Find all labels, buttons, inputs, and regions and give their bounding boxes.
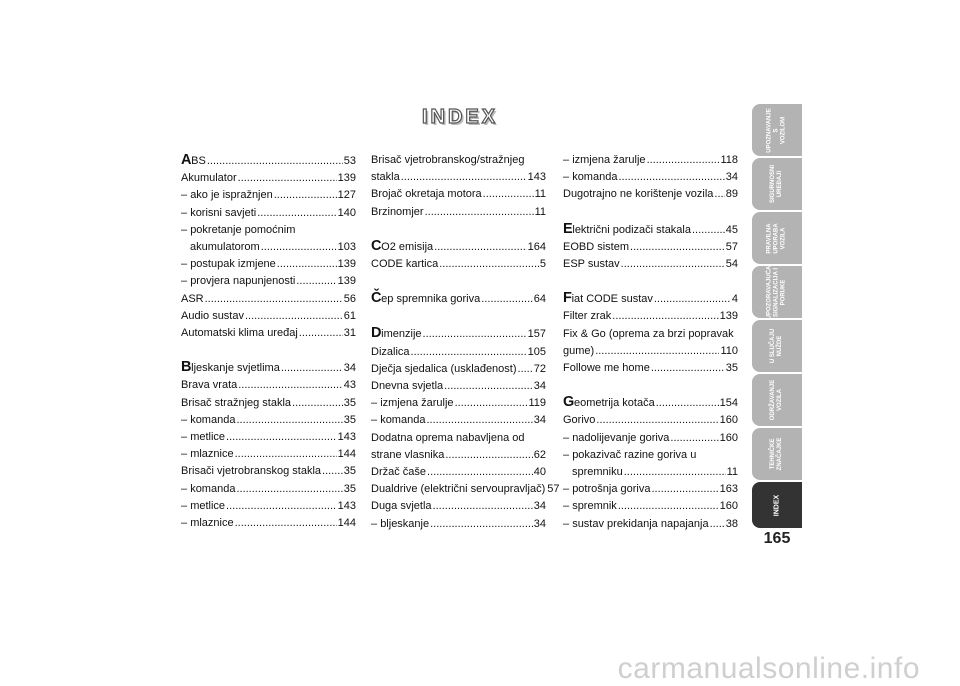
index-page-number: 11 bbox=[534, 205, 546, 218]
index-entry bbox=[563, 221, 738, 239]
index-entry-text: – korisni savjeti bbox=[181, 205, 256, 222]
dot-leader bbox=[433, 498, 533, 515]
index-entry-text: Čep spremnika goriva bbox=[371, 290, 481, 307]
index-entry-text: Brojač okretaja motora bbox=[371, 188, 482, 201]
index-page-number: 127 bbox=[337, 189, 356, 202]
index-entry-text: – komanda bbox=[563, 169, 617, 186]
index-entry bbox=[371, 325, 546, 343]
index-page-number: 35 bbox=[343, 396, 356, 409]
index-entry bbox=[563, 481, 738, 498]
index-entry bbox=[371, 361, 546, 378]
dot-leader bbox=[692, 222, 725, 239]
index-page-number: 139 bbox=[337, 172, 356, 185]
index-entry bbox=[563, 464, 738, 481]
index-column-3 bbox=[563, 152, 738, 533]
index-entry-text: Geometrija kotača bbox=[563, 394, 655, 411]
index-page-number: 45 bbox=[725, 223, 738, 236]
chapter-tab-label: TEHNIČKE ZNAČAJKE bbox=[770, 437, 783, 471]
index-page-number: 34 bbox=[533, 517, 546, 530]
dot-leader bbox=[651, 481, 718, 498]
dot-leader bbox=[423, 326, 527, 343]
index-page-number: 154 bbox=[719, 397, 738, 410]
chapter-tab-label: ODRŽAVANJE VOZILA bbox=[770, 379, 783, 421]
index-entry-text: Dodatna oprema nabavljena od bbox=[371, 431, 525, 444]
index-page-number: 35 bbox=[725, 362, 738, 375]
dot-leader bbox=[618, 498, 719, 515]
index-entry-text: Dugotrajno ne korištenje vozila bbox=[563, 188, 714, 201]
dot-leader bbox=[651, 360, 725, 377]
dot-leader bbox=[257, 205, 336, 222]
dot-leader bbox=[624, 464, 726, 481]
index-entry bbox=[181, 256, 356, 273]
index-letter: C bbox=[371, 237, 382, 254]
index-entry bbox=[563, 360, 738, 377]
index-entry-text: Dječja sjedalica (usklađenost) bbox=[371, 362, 517, 375]
index-entry-text: – ako je ispražnjen bbox=[181, 187, 273, 204]
dot-leader bbox=[322, 463, 343, 480]
chapter-tab-label: U SLUČAJU NUŽDE bbox=[770, 328, 783, 364]
index-entry-text: – metlice bbox=[181, 429, 225, 446]
index-entry bbox=[563, 343, 738, 360]
index-entry-text: CO2 emisija bbox=[371, 237, 434, 254]
index-entry bbox=[181, 273, 356, 290]
index-entry bbox=[181, 498, 356, 515]
dot-leader bbox=[236, 412, 342, 429]
chapter-tab bbox=[752, 482, 802, 528]
chapter-tab bbox=[752, 428, 802, 480]
dot-leader bbox=[444, 378, 533, 395]
index-entry bbox=[371, 412, 546, 429]
index-letter: D bbox=[371, 325, 382, 342]
dot-leader bbox=[277, 256, 337, 273]
index-entry bbox=[181, 222, 356, 239]
dot-leader bbox=[226, 429, 337, 446]
index-entry bbox=[563, 412, 738, 429]
index-page-number: 139 bbox=[337, 258, 356, 271]
index-entry-text: Brisač stražnjeg stakla bbox=[181, 396, 292, 409]
index-entry-text: Električni podizači stakala bbox=[563, 220, 691, 237]
index-page-number: 61 bbox=[343, 309, 356, 322]
index-entry bbox=[563, 430, 738, 447]
index-entry bbox=[563, 308, 738, 325]
chapter-tab bbox=[752, 320, 802, 372]
index-entry-text: strane vlasnika bbox=[371, 448, 445, 461]
index-entry bbox=[371, 464, 546, 481]
index-entry bbox=[181, 308, 356, 325]
index-entry-text: Brisač vjetrobranskog/stražnjeg bbox=[371, 154, 525, 166]
index-entry-text: stakla bbox=[371, 171, 400, 184]
index-entry-text: Dnevna svjetla bbox=[371, 380, 444, 393]
index-entry bbox=[181, 446, 356, 463]
index-entry bbox=[563, 186, 738, 203]
index-entry bbox=[563, 394, 738, 412]
index-page-number: 40 bbox=[533, 466, 546, 479]
index-page-number: 157 bbox=[527, 328, 546, 341]
dot-leader bbox=[656, 395, 719, 412]
index-entry bbox=[371, 430, 546, 447]
index-entry-text: Fix & Go (oprema za brzi popravak bbox=[563, 327, 734, 340]
index-page-number: 144 bbox=[337, 448, 356, 461]
index-entry bbox=[181, 515, 356, 532]
index-page-number: 35 bbox=[343, 465, 356, 478]
index-page-number: 160 bbox=[719, 431, 738, 444]
dot-leader bbox=[261, 239, 337, 256]
index-entry-text: – pokretanje pomoćnim bbox=[181, 222, 295, 239]
index-entry-text: Brava vrata bbox=[181, 379, 238, 392]
dot-leader bbox=[595, 343, 719, 360]
dot-leader bbox=[445, 447, 532, 464]
dot-leader bbox=[235, 515, 337, 532]
index-entry bbox=[371, 238, 546, 256]
index-letter: E bbox=[563, 220, 573, 237]
index-page-number: 34 bbox=[533, 414, 546, 427]
index-entry-text: CODE kartica bbox=[371, 258, 439, 271]
index-page-number: 43 bbox=[343, 379, 356, 392]
index-entry bbox=[181, 291, 356, 308]
index-page-number: 5 bbox=[539, 258, 546, 271]
index-entry bbox=[371, 169, 546, 186]
index-entry bbox=[181, 463, 356, 480]
dot-leader bbox=[647, 152, 720, 169]
dot-leader bbox=[483, 186, 534, 203]
index-page-number: 89 bbox=[725, 188, 738, 201]
index-entry-text: – mlaznice bbox=[181, 446, 234, 463]
index-entry-text: – metlice bbox=[181, 498, 225, 515]
dot-leader bbox=[207, 153, 343, 170]
index-entry-text: – komanda bbox=[181, 412, 235, 429]
index-page-number: 105 bbox=[527, 345, 546, 358]
index-entry bbox=[181, 395, 356, 412]
dot-leader bbox=[455, 395, 528, 412]
index-page-number: 53 bbox=[343, 155, 356, 167]
index-entry bbox=[371, 186, 546, 203]
index-entry bbox=[371, 395, 546, 412]
index-entry-text: Brisači vjetrobranskog stakla bbox=[181, 465, 322, 478]
index-entry bbox=[371, 516, 546, 533]
index-page-number: 143 bbox=[337, 431, 356, 444]
index-letter: F bbox=[563, 290, 572, 307]
index-entry-text: – spremnik bbox=[563, 498, 617, 515]
index-entry bbox=[181, 429, 356, 446]
index-entry bbox=[563, 498, 738, 515]
index-entry-text: Brzinomjer bbox=[371, 205, 424, 218]
index-entry bbox=[181, 412, 356, 429]
index-entry bbox=[371, 290, 546, 308]
index-entry bbox=[181, 239, 356, 256]
index-entry bbox=[563, 152, 738, 169]
dot-leader bbox=[612, 308, 718, 325]
index-page-number: 57 bbox=[547, 483, 560, 496]
index-page-number: 140 bbox=[337, 206, 356, 219]
index-entry bbox=[371, 498, 546, 515]
index-page-number: 64 bbox=[533, 293, 546, 306]
index-page-number: 35 bbox=[343, 482, 356, 495]
dot-leader bbox=[670, 430, 718, 447]
index-entry-text: gume) bbox=[563, 344, 595, 357]
index-page-number: 11 bbox=[534, 188, 546, 201]
dot-leader bbox=[618, 169, 724, 186]
index-entry bbox=[563, 516, 738, 533]
index-entry bbox=[181, 205, 356, 222]
index-entry-text: – komanda bbox=[371, 412, 425, 429]
index-page-number: 4 bbox=[731, 293, 738, 306]
index-page-number: 72 bbox=[533, 362, 546, 375]
chapter-tab-label: UPOZNAVANJE S VOZILOM bbox=[766, 107, 787, 153]
index-page-number: 34 bbox=[343, 362, 356, 375]
index-entry bbox=[371, 256, 546, 273]
index-entry-text: – komanda bbox=[181, 481, 235, 498]
dot-leader bbox=[425, 204, 534, 221]
dot-leader bbox=[245, 308, 343, 325]
index-entry-text: Duga svjetla bbox=[371, 500, 432, 513]
index-entry-text: – nadolijevanje goriva bbox=[563, 430, 669, 447]
dot-leader bbox=[281, 360, 343, 377]
index-entry-text: Držač čaše bbox=[371, 466, 427, 479]
chapter-tab bbox=[752, 104, 802, 156]
chapter-tab-label: SIGURNOSNI UREĐAJI bbox=[770, 165, 783, 204]
dot-leader bbox=[434, 239, 527, 256]
chapter-tab-label: INDEX bbox=[773, 494, 781, 516]
index-letter: B bbox=[181, 359, 192, 376]
index-page-number: 160 bbox=[719, 414, 738, 427]
index-entry-text: – potrošnja goriva bbox=[563, 481, 650, 498]
dot-leader bbox=[401, 169, 527, 186]
index-entry-text: – bljeskanje bbox=[371, 516, 429, 533]
index-entry bbox=[563, 256, 738, 273]
chapter-tab-label: PRAVILNA UPORABA VOZILA bbox=[766, 222, 787, 254]
index-entry-text: Automatski klima uređaj bbox=[181, 327, 298, 340]
index-entry-text: akumulatorom bbox=[190, 241, 260, 254]
index-page-number: 11 bbox=[726, 466, 738, 479]
index-page-number: 54 bbox=[725, 258, 738, 271]
chapter-tab bbox=[752, 158, 802, 210]
dot-leader bbox=[296, 273, 336, 290]
index-entry bbox=[563, 326, 738, 343]
dot-leader bbox=[427, 464, 533, 481]
dot-leader bbox=[710, 516, 725, 533]
index-page-number: 103 bbox=[337, 241, 356, 254]
index-entry-text: Filter zrak bbox=[563, 310, 612, 323]
index-entry-text: Audio sustav bbox=[181, 309, 244, 322]
index-entry-text: ASR bbox=[181, 292, 204, 305]
index-page-number: 38 bbox=[725, 517, 738, 530]
dot-leader bbox=[439, 256, 539, 273]
dot-leader bbox=[274, 187, 337, 204]
index-entry-text: Gorivo bbox=[563, 414, 596, 427]
index-entry bbox=[371, 378, 546, 395]
index-entry-text: EOBD sistem bbox=[563, 240, 630, 253]
index-page-number: 144 bbox=[337, 517, 356, 530]
index-entry bbox=[371, 447, 546, 464]
index-entry bbox=[371, 481, 560, 498]
index-page-number: 143 bbox=[337, 499, 356, 512]
index-entry-text: ESP sustav bbox=[563, 258, 620, 271]
dot-leader bbox=[481, 291, 533, 308]
index-entry bbox=[181, 325, 356, 342]
dot-leader bbox=[714, 186, 724, 203]
dot-leader bbox=[430, 516, 533, 533]
chapter-tab bbox=[752, 374, 802, 426]
index-letter: A bbox=[181, 152, 192, 168]
dot-leader bbox=[292, 395, 343, 412]
index-entry-text: Akumulator bbox=[181, 172, 237, 185]
index-entry-text: – mlaznice bbox=[181, 515, 234, 532]
dot-leader bbox=[235, 446, 337, 463]
index-page-number: 118 bbox=[720, 154, 738, 166]
index-page-number: 139 bbox=[337, 275, 356, 288]
index-entry bbox=[181, 377, 356, 394]
dot-leader bbox=[596, 412, 718, 429]
dot-leader bbox=[654, 291, 731, 308]
index-entry-text: – izmjena žarulje bbox=[563, 152, 646, 169]
index-page-number: 163 bbox=[719, 483, 738, 496]
index-page-number: 143 bbox=[527, 171, 546, 184]
index-entry bbox=[181, 152, 356, 170]
index-column-1 bbox=[181, 152, 356, 532]
index-page-number: 35 bbox=[343, 413, 356, 426]
chapter-tab bbox=[752, 266, 802, 318]
index-entry-text: spremniku bbox=[572, 466, 623, 479]
index-entry bbox=[181, 481, 356, 498]
dot-leader bbox=[630, 239, 725, 256]
dot-leader bbox=[518, 361, 533, 378]
index-page-number: 110 bbox=[720, 344, 738, 357]
index-entry-text: – pokazivač razine goriva u bbox=[563, 447, 696, 464]
index-entry bbox=[563, 290, 738, 308]
index-entry-text: ABS bbox=[181, 152, 206, 168]
index-letter: G bbox=[563, 394, 574, 411]
index-entry bbox=[181, 187, 356, 204]
index-page-number: 34 bbox=[725, 171, 738, 184]
index-page-number: 160 bbox=[719, 500, 738, 513]
index-page-number: 119 bbox=[528, 397, 546, 410]
dot-leader bbox=[411, 344, 527, 361]
index-entry-text: Bljeskanje svjetlima bbox=[181, 359, 280, 376]
dot-leader bbox=[299, 325, 343, 342]
chapter-tab bbox=[752, 212, 802, 264]
index-entry-text: – sustav prekidanja napajanja bbox=[563, 516, 709, 533]
index-entry bbox=[181, 170, 356, 187]
index-page-number: 34 bbox=[533, 380, 546, 393]
watermark: carmanualsonline.info bbox=[617, 652, 920, 685]
index-entry bbox=[371, 344, 546, 361]
index-entry-text: Followe me home bbox=[563, 362, 650, 375]
index-entry bbox=[371, 152, 546, 169]
index-page-number: 34 bbox=[533, 500, 546, 513]
chapter-tab-label: UPOZORAVAJUĆA SIGNALIZACIJA I PORUKE bbox=[766, 265, 787, 319]
dot-leader bbox=[205, 291, 343, 308]
index-entry bbox=[563, 239, 738, 256]
index-page-number: 164 bbox=[527, 240, 546, 253]
dot-leader bbox=[238, 170, 337, 187]
index-page-number: 31 bbox=[343, 327, 356, 340]
dot-leader bbox=[426, 412, 532, 429]
dot-leader bbox=[238, 377, 343, 394]
index-entry-text: – provjera napunjenosti bbox=[181, 273, 295, 290]
index-entry bbox=[371, 204, 546, 221]
index-page-number: 139 bbox=[719, 310, 738, 323]
index-entry-text: – postupak izmjene bbox=[181, 256, 276, 273]
page-title: INDEX bbox=[421, 106, 499, 128]
index-entry-text: Dizalica bbox=[371, 345, 410, 358]
dot-leader bbox=[226, 498, 337, 515]
index-entry-text: Fiat CODE sustav bbox=[563, 290, 653, 307]
index-entry-text: Dimenzije bbox=[371, 325, 422, 342]
index-entry-text: Dualdrive (električni servoupravljač) bbox=[371, 483, 546, 496]
index-letter: Č bbox=[371, 290, 382, 307]
page-number: 165 bbox=[763, 530, 791, 547]
index-column-2 bbox=[371, 152, 560, 533]
dot-leader bbox=[621, 256, 725, 273]
index-page-number: 57 bbox=[725, 240, 738, 253]
index-entry bbox=[181, 359, 356, 377]
index-entry bbox=[563, 447, 738, 464]
dot-leader bbox=[236, 481, 342, 498]
index-entry-text: – izmjena žarulje bbox=[371, 395, 454, 412]
index-page-number: 56 bbox=[343, 292, 356, 305]
index-entry bbox=[563, 169, 738, 186]
index-page-number: 62 bbox=[533, 448, 546, 461]
